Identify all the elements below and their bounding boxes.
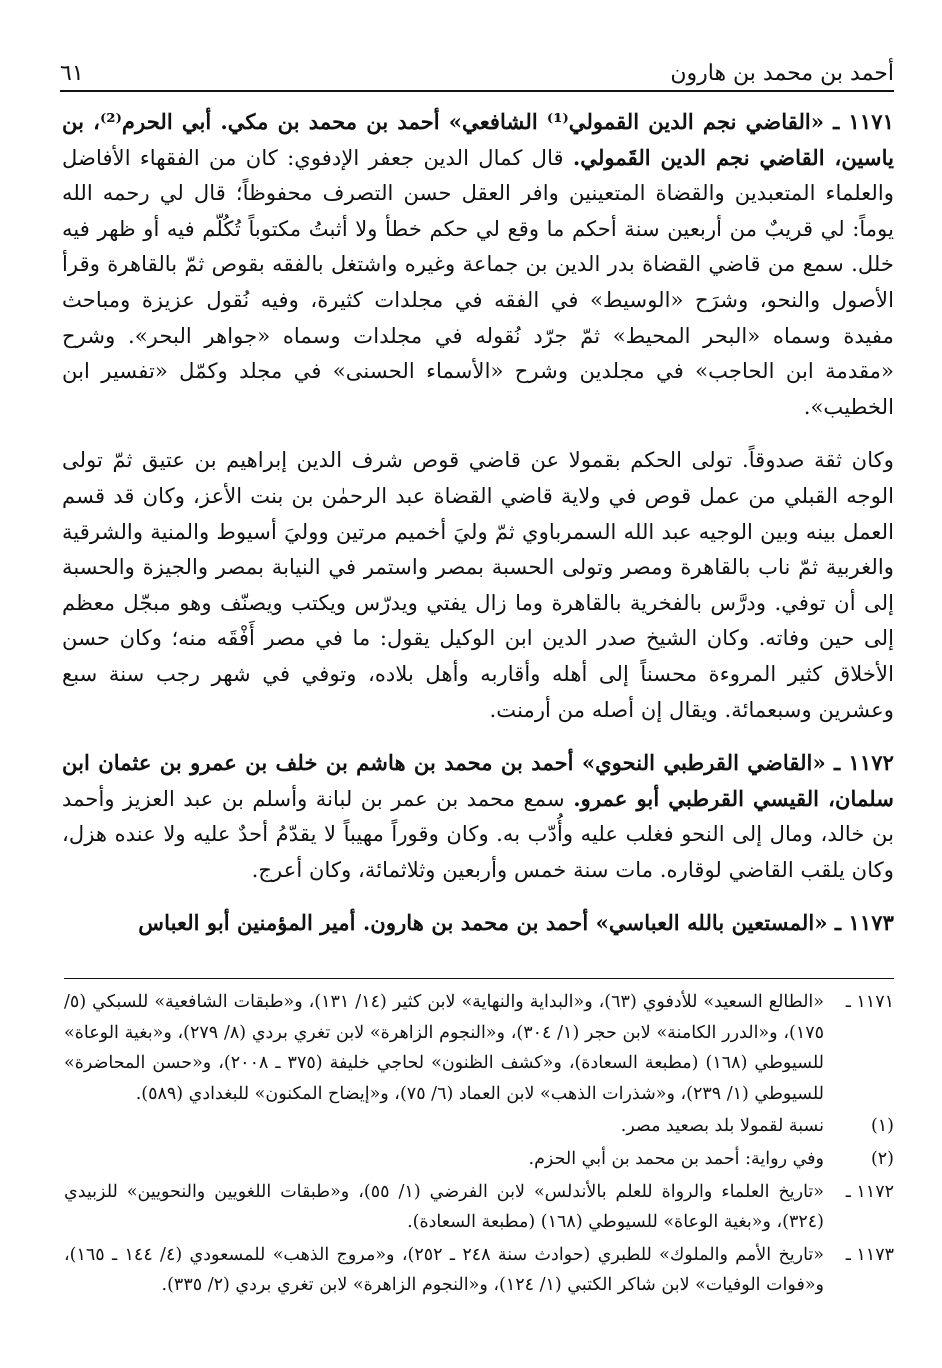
footnote: [64, 1111, 894, 1142]
entry-title: ١١٧١ ـ «القاضي نجم الدين القمولي⁽¹⁾ الشافعي» أحمد بن محمد بن مكي. أبي الحرم⁽²⁾، بن ياسين، القاضي نجم الدين القَمولي.: [62, 109, 895, 170]
footnotes: [64, 978, 894, 1301]
page-header: [60, 44, 894, 92]
footnote-number: ١١٧١ ـ: [845, 992, 894, 1012]
footnote: [64, 1240, 894, 1301]
entry-body: وكان ثقة صدوقاً. تولى الحكم بقمولا عن قاضي قوص شرف الدين إبراهيم بن عتيق ثمّ تولى الوجه القبلي من عمل قوص في ولاية قاضي القضاة عبد الرحمٰن بن بنت الأعز، وكان قد قسم العمل بينه وبين الوجيه عبد الله السمرباوي ثمّ وليَ أخميم مرتين ووليَ أسيوط والمنية والشرقية والغربية ثمّ ناب بالقاهرة ومصر وتولى الحسبة بمصر واستمر في النيابة بمصر والجيزة والحسبة إلى أن توفي. ودرَّس بالفخرية بالقاهرة وما زال يفتي ويدرّس ويكتب ويصنّف وهو مبجّل معظم إلى حين وفاته. وكان الشيخ صدر الدين ابن الوكيل يقول: ما في مصر أَفْقَه منه؛ وكان حسن الأخلاق كثير المروءة محسناً إلى أهله وأقاربه وأهل بلاده، وتوفي في شهر رجب سنة سبع وعشرين وسبعمائة. ويقال إن أصله من أرمنت.: [62, 447, 894, 722]
footnote-number: (١): [870, 1116, 894, 1137]
entry-title: ١١٧٣ ـ «المستعين بالله العباسي» أحمد بن محمد بن هارون. أمير المؤمنين أبو العباس: [138, 910, 894, 936]
footnote-text: نسبة لقمولا بلد بصعيد مصر.: [620, 1116, 824, 1137]
footnote-number: (٢): [870, 1148, 894, 1169]
footnote-number: ١١٧٢ ـ: [845, 1181, 894, 1202]
footnote: [64, 987, 894, 1109]
entry-body: قال كمال الدين جعفر الإدفوي: كان من الفقهاء الأفاضل والعلماء المتعبدين والقضاة المتعينين وافر العقل حسن التصرف محفوظاً؛ قال لي رحمه الله يوماً: لي قريبٌ من أربعين سنة أحكم ما وقع لي حكم خطأ ولا أثبتُ مكتوباً تُكُلّم فيه أو ظهر فيه خلل. سمع من قاضي القضاة بدر الدين بن جماعة وغيره واشتغل بالفقه بقوص ثمّ بالقاهرة وقرأ الأصول والنحو، وشرَح «الوسيط» في الفقه في مجلدات كثيرة، وفيه نُقول عزيزة ومباحث مفيدة وسماه «البحر المحيط» ثمّ جرّد نُقوله في مجلدات وسماه «جواهر البحر». وشرح «مقدمة ابن الحاجب» في مجلدين وشرح «الأسماء الحسنى» في مجلد وكمّل «تفسير ابن الخطيب».: [62, 144, 894, 419]
entry-title: ١١٧٢ ـ «القاضي القرطبي النحوي» أحمد بن محمد بن هاشم بن خلف بن عمرو بن عثمان ابن سلمان، القيسي القرطبي أبو عمرو.: [62, 750, 894, 811]
main-text: [62, 104, 894, 941]
footnote: [64, 1144, 894, 1175]
running-head: أحمد بن محمد بن هارون: [670, 61, 894, 86]
entry-1173: [62, 905, 894, 941]
footnote: [64, 1177, 894, 1238]
paragraph-gap: [62, 424, 894, 442]
paragraph-gap: [62, 887, 894, 905]
footnote-text: «تاريخ العلماء والرواة للعلم بالأندلس» لابن الفرضي (١/ ٥٥)، و«طبقات اللغويين والنحويين» للزبيدي (٣٢٤)، و«بغية الوعاة» للسيوطي (١٦٨) (مطبعة السعادة).: [64, 1181, 824, 1233]
entry-1172: [62, 745, 894, 887]
entry-body: سمع محمد بن عمر بن لبانة وأسلم بن عبد العزيز وأحمد بن خالد، ومال إلى النحو فغلب عليه وأُدّب به. وكان وقوراً مهيباً لا يقدّمُ أحدٌ عليه ولا عنده هزل، وكان يلقب القاضي لوقاره. مات سنة خمس وأربعين وثلاثمائة، وكان أعرج.: [62, 785, 894, 882]
page-number: ٦١: [60, 61, 84, 86]
footnote-text: وفي رواية: أحمد بن محمد بن أبي الحزم.: [528, 1148, 824, 1169]
footnote-text: «الطالع السعيد» للأدفوي (٦٣)، و«البداية والنهاية» لابن كثير (١٤/ ١٣١)، و«طبقات الشافعية» للسبكي (٥/ ١٧٥)، و«الدرر الكامنة» لابن حجر (١/ ٣٠٤)، و«النجوم الزاهرة» لابن تغري بردي (٨/ ٢٧٩)، و«بغية الوعاة» للسيوطي (١٦٨) (مطبعة السعادة)، و«كشف الظنون» لحاجي خليفة (٣٧٥ ـ ٢٠٠٨)، و«حسن المحاضرة» للسيوطي (١/ ٢٣٩)، و«شذرات الذهب» لابن العماد (٦/ ٧٥)، و«إيضاح المكنون» للبغدادي (٥٨٩).: [64, 992, 825, 1104]
footnote-text: «تاريخ الأمم والملوك» للطبري (حوادث سنة ٢٤٨ ـ ٢٥٢)، و«مروج الذهب» للمسعودي (٤/ ١٤٤ ـ ١٦٥)، و«فوات الوفيات» لابن شاكر الكتبي (١/ ١٢٤)، و«النجوم الزاهرة» لابن تغري بردي (٢/ ٣٣٥).: [64, 1244, 824, 1296]
entry-1171-continued: [62, 442, 894, 727]
paragraph-gap: [62, 727, 894, 745]
footnote-number: ١١٧٣ ـ: [845, 1244, 894, 1265]
entry-1171: [62, 104, 894, 424]
